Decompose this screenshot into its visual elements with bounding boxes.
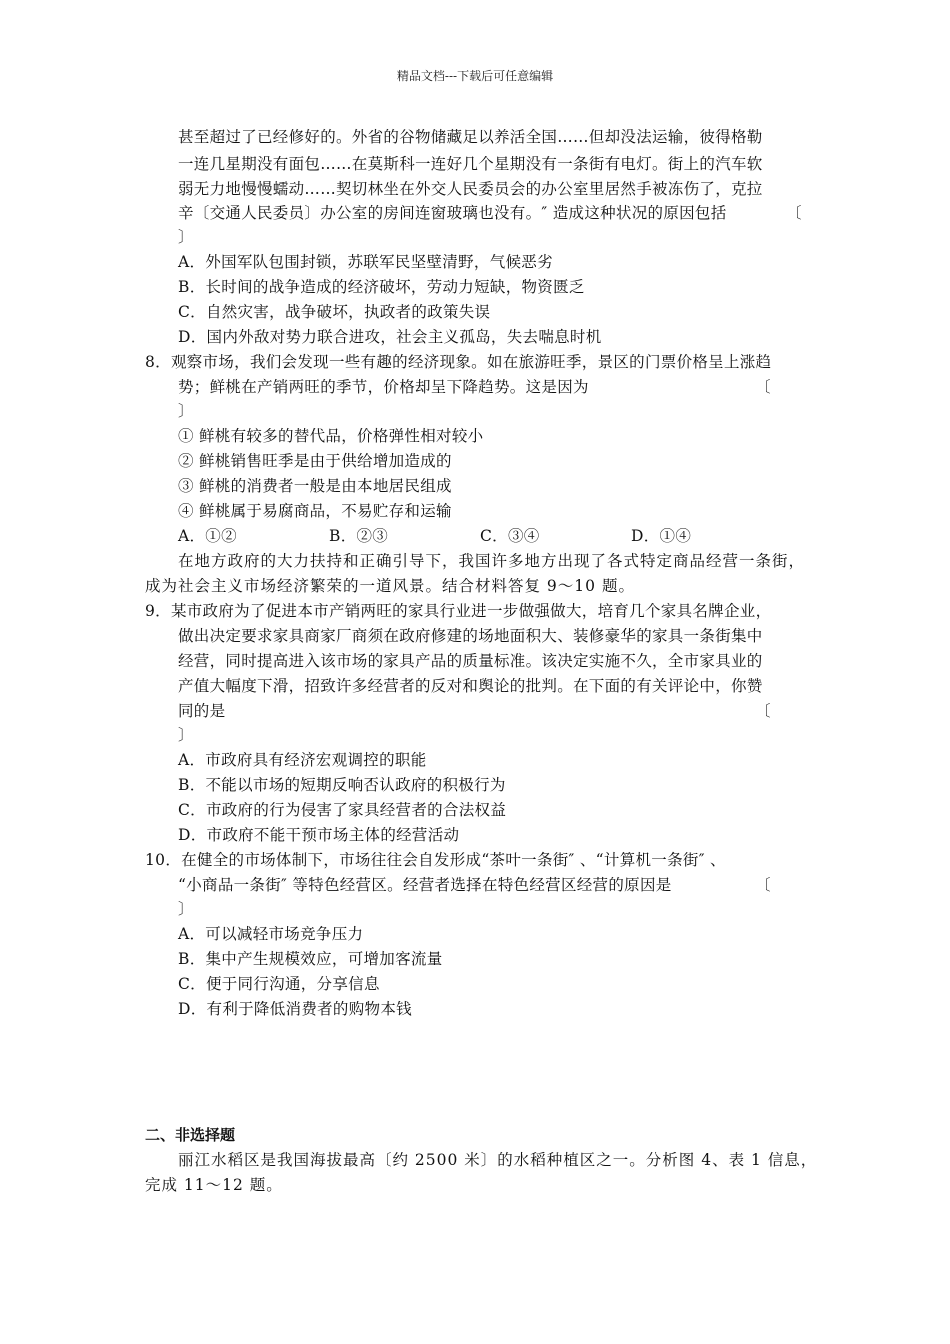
- q8-item-2: ② 鲜桃销售旺季是由于供给增加造成的: [178, 452, 452, 470]
- q8-item-1: ① 鲜桃有较多的替代品，价格弹性相对较小: [178, 427, 484, 445]
- page-header: 精品文档---下载后可任意编辑: [396, 69, 554, 83]
- q9-answer-paren-open: 〔: [755, 702, 771, 720]
- q7-option-b: B．长时间的战争造成的经济破坏，劳动力短缺，物资匮乏: [178, 278, 585, 296]
- section-intro-line: 丽江水稻区是我国海拔最高〔约 2500 米〕的水稻种植区之一。分析图 4、表 1 信息，: [178, 1151, 818, 1169]
- q7-option-c: C．自然灾害，战争破坏，执政者的政策失误: [178, 303, 491, 321]
- q8-answer-paren-open: 〔: [755, 378, 771, 396]
- q10-stem-line: 10．在健全的市场体制下，市场往往会自发形成“茶叶一条街″ 、“计算机一条街″ 、: [145, 851, 726, 869]
- q9-option-d: D．市政府不能干预市场主体的经营活动: [178, 826, 460, 844]
- q8-option-d: D．①④: [631, 527, 692, 545]
- material-line: 成为社会主义市场经济繁荣的一道风景。结合材料答复 9～10 题。: [145, 577, 635, 595]
- q9-stem-line: 做出决定要求家具商家厂商须在政府修建的场地面积大、装修豪华的家具一条街集中: [178, 627, 763, 645]
- q9-option-a: A．市政府具有经济宏观调控的职能: [178, 751, 427, 769]
- q10-option-c: C．便于同行沟通，分享信息: [178, 975, 380, 993]
- q9-stem-line: 9．某市政府为了促进本市产销两旺的家具行业进一步做强做大，培育几个家具名牌企业，: [145, 602, 772, 620]
- q9-answer-paren-close: 〕: [178, 726, 194, 744]
- q10-option-b: B．集中产生规模效应，可增加客流量: [178, 950, 443, 968]
- q7-stem-line: 一连几星期没有面包……在莫斯科一连好几个星期没有一条街有电灯。街上的汽车软: [178, 155, 763, 173]
- q8-stem-line: 8．观察市场，我们会发现一些有趣的经济现象。如在旅游旺季，景区的门票价格呈上涨趋: [145, 353, 772, 371]
- q7-stem-line: 弱无力地慢慢蠕动……契切林坐在外交人民委员会的办公室里居然手被冻伤了，克拉: [178, 180, 763, 198]
- q10-option-d: D．有利于降低消费者的购物本钱: [178, 1000, 412, 1018]
- q7-stem-line: 辛〔交通人民委员〕办公室的房间连窗玻璃也没有。″ 造成这种状况的原因包括: [178, 204, 727, 222]
- q8-item-3: ③ 鲜桃的消费者一般是由本地居民组成: [178, 477, 452, 495]
- q7-stem-line: 甚至超过了已经修好的。外省的谷物储藏足以养活全国……但却没法运输，彼得格勒: [178, 128, 763, 146]
- material-line: 在地方政府的大力扶持和正确引导下，我国许多地方出现了各式特定商品经营一条街，: [178, 552, 806, 570]
- q8-option-c: C．③④: [480, 527, 540, 545]
- q8-answer-paren-close: 〕: [178, 402, 194, 420]
- section-intro-line: 完成 11～12 题。: [145, 1176, 283, 1194]
- q7-option-d: D．国内外敌对势力联合进攻，社会主义孤岛，失去喘息时机: [178, 328, 602, 346]
- q8-option-a: A．①②: [178, 527, 237, 545]
- q7-answer-paren-open: 〔: [786, 204, 802, 222]
- q10-answer-paren-close: 〕: [178, 900, 194, 918]
- q9-option-b: B．不能以市场的短期反响否认政府的积极行为: [178, 776, 506, 794]
- q8-stem-line: 势；鲜桃在产销两旺的季节，价格却呈下降趋势。这是因为: [178, 378, 589, 396]
- q8-option-b: B．②③: [329, 527, 389, 545]
- q10-stem-line: “小商品一条街″ 等特色经营区。经营者选择在特色经营区经营的原因是: [178, 876, 672, 894]
- q9-option-c: C．市政府的行为侵害了家具经营者的合法权益: [178, 801, 507, 819]
- q10-option-a: A．可以减轻市场竞争压力: [178, 925, 364, 943]
- q9-stem-line: 产值大幅度下滑，招致许多经营者的反对和舆论的批判。在下面的有关评论中，你赞: [178, 677, 763, 695]
- q9-stem-line: 经营，同时提高进入该市场的家具产品的质量标准。该决定实施不久，全市家具业的: [178, 652, 763, 670]
- q9-stem-line: 同的是: [178, 702, 226, 720]
- q7-answer-paren-close: 〕: [178, 228, 194, 246]
- q10-answer-paren-open: 〔: [755, 876, 771, 894]
- section-title: 二、非选择题: [145, 1126, 236, 1144]
- q7-option-a: A．外国军队包围封锁，苏联军民坚壁清野，气候恶劣: [178, 253, 553, 271]
- q8-item-4: ④ 鲜桃属于易腐商品，不易贮存和运输: [178, 502, 452, 520]
